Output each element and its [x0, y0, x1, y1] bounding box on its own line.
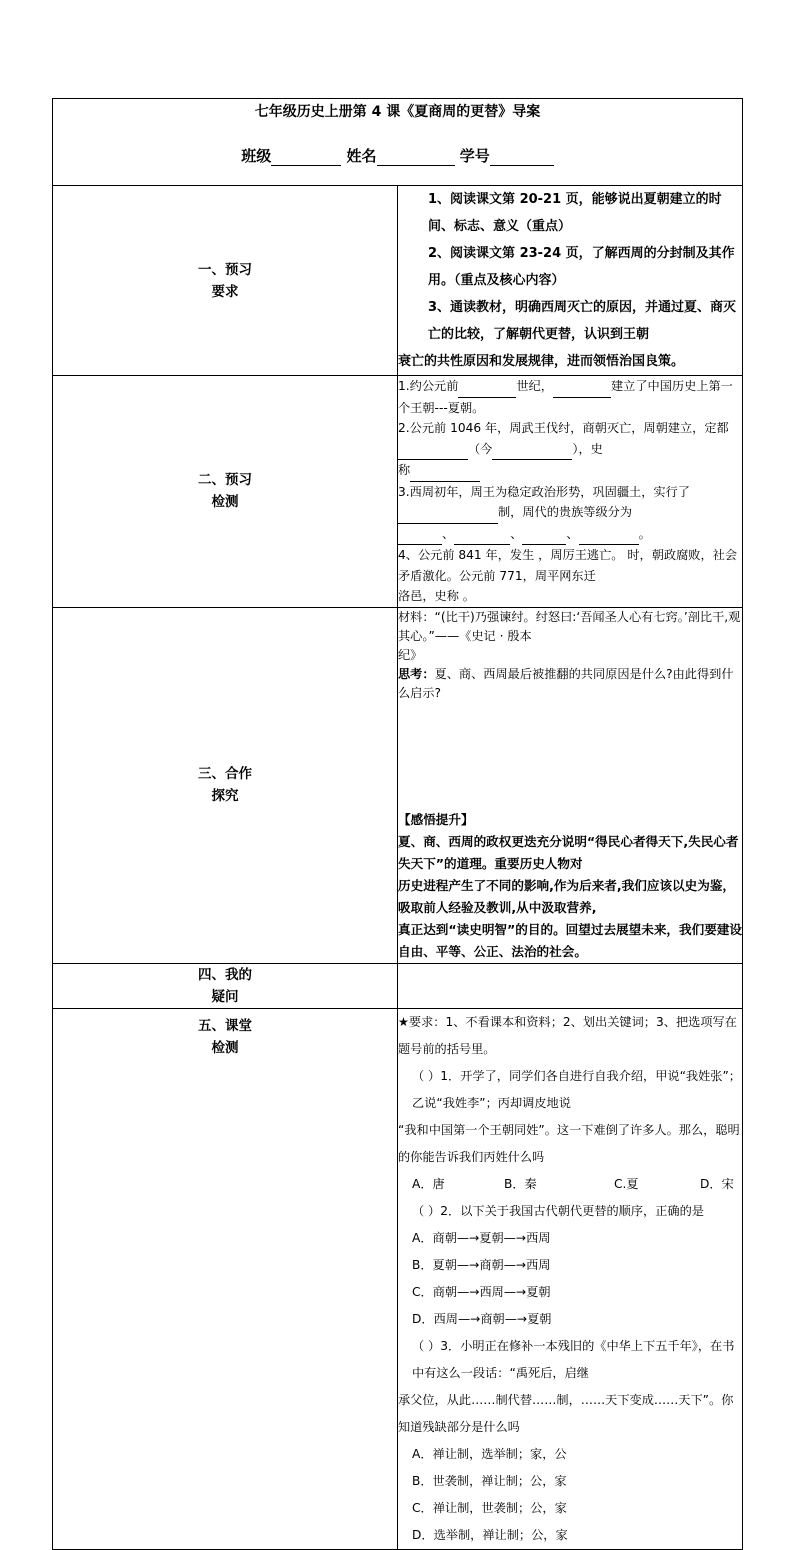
option[interactable]: B．秦	[504, 1176, 537, 1191]
section-label-line: 二、预习	[198, 472, 252, 489]
section-label-class-check	[53, 1008, 398, 1549]
preview-requirements-content	[398, 186, 743, 376]
question-text: 。	[638, 526, 651, 541]
answer-blank[interactable]	[398, 502, 498, 524]
section-label-line: 四、我的	[198, 966, 252, 983]
option[interactable]: D．宋	[700, 1176, 734, 1191]
check-question-3: （ ）3．小明正在修补一本残旧的《中华上下五千年》，在书中有这么一段话：“禹死后，启继	[412, 1338, 735, 1380]
question-text: 称	[398, 463, 411, 477]
check-question-2-options	[398, 1279, 742, 1333]
preview-question-1	[398, 376, 742, 418]
answer-blank[interactable]	[454, 524, 510, 546]
answer-blank[interactable]	[522, 524, 566, 546]
question-text: ），史	[572, 441, 603, 456]
requirement-item: 2、阅读课文第 23-24 页，了解西周的分封制及其作用。（重点及核心内容）	[428, 246, 735, 288]
section-label-my-questions	[53, 963, 398, 1008]
think-question	[398, 665, 742, 703]
option[interactable]: C．禅让制，世袭制；公，家	[412, 1500, 567, 1515]
question-text: 、	[510, 526, 523, 541]
option[interactable]: B．夏朝—→商朝—→西周	[412, 1257, 551, 1272]
answer-blank[interactable]	[553, 376, 611, 398]
material-text: 材料：“(比干)乃强谏纣。纣怒曰:‘吾闻圣人心有七窍。’剖比干,观其心。”——《史记 · 殷本	[398, 609, 741, 643]
answer-blank[interactable]	[410, 460, 480, 482]
check-question-3-cont: 承父位，从此……制代替……制，……天下变成……天下”。你知道残缺部分是什么吗	[398, 1392, 734, 1434]
answer-blank[interactable]	[398, 524, 442, 546]
check-question-2-options	[398, 1225, 742, 1279]
option[interactable]: A．商朝—→夏朝—→西周	[412, 1230, 551, 1245]
check-question-1-cont: “我和中国第一个王朝同姓”。这一下难倒了许多人。那么，聪明的你能告诉我们丙姓什么吗	[398, 1122, 740, 1164]
preview-question-4	[398, 545, 742, 607]
section-label-line: 一、预习	[198, 261, 252, 278]
answer-blank[interactable]	[579, 524, 639, 546]
question-text: 4、公元前 841 年，发生 ，周厉王逃亡。 时，朝政腐败，社会矛盾激化。公元前 771，周平网东迁	[398, 548, 738, 583]
name-label: 姓名	[346, 147, 377, 165]
question-text: 、	[566, 526, 579, 541]
check-question-1: （ ）1．开学了，同学们各自进行自我介绍，甲说“我姓张”；乙说“我姓李”；丙却调皮地说	[412, 1068, 741, 1110]
section-label-preview-check	[53, 376, 398, 608]
question-text: 3.西周初年，周王为稳定政治形势，巩固疆土，实行了	[398, 484, 690, 499]
check-question-1-options	[398, 1171, 742, 1198]
section-label-line: 五、课堂	[198, 1017, 252, 1034]
option[interactable]: C.夏	[614, 1176, 639, 1191]
insight-title: 【感悟提升】	[398, 811, 474, 827]
number-blank[interactable]	[490, 147, 554, 166]
question-text: 制，周代的贵族等级分为	[498, 505, 633, 519]
requirement-item: 衰亡的共性原因和发展规律，进而领悟治国良策。	[398, 354, 685, 369]
my-questions-space[interactable]	[398, 963, 743, 1008]
section-label-preview-requirements	[53, 186, 398, 376]
think-text: 夏、商、西周最后被推翻的共同原因是什么?由此得到什么启示?	[398, 666, 734, 700]
class-blank[interactable]	[271, 147, 341, 166]
option[interactable]: A．唐	[412, 1176, 445, 1191]
question-text: 建立了中国历史上第一个王朝---夏朝。	[398, 379, 733, 415]
answer-space[interactable]	[398, 703, 742, 809]
preview-question-2	[398, 418, 742, 482]
option[interactable]: C．商朝—→西周—→夏朝	[412, 1284, 551, 1299]
insight-text: 历史进程产生了不同的影响,作为后来者,我们应该以史为鉴，吸取前人经验及教训,从中汲取营养,	[398, 877, 736, 915]
option[interactable]: B．世袭制，禅让制；公，家	[412, 1473, 567, 1488]
section-label-cooperation	[53, 607, 398, 963]
think-label: 思考：	[398, 666, 435, 681]
guide-table	[52, 98, 743, 1550]
check-question-2: （ ）2．以下关于我国古代朝代更替的顺序，正确的是	[412, 1203, 704, 1218]
section-label-line: 探究	[211, 788, 239, 804]
option[interactable]: A．禅让制，选举制；家，公	[412, 1446, 567, 1461]
requirement-item: 3、通读教材，明确西周灭亡的原因，并通过夏、商灭亡的比较，了解朝代更替，认识到王朝	[428, 300, 737, 342]
name-blank[interactable]	[377, 147, 455, 166]
question-text: 洛邑，史称 。	[398, 589, 475, 603]
question-text: 、	[442, 526, 455, 541]
class-label: 班级	[241, 147, 272, 165]
check-question-3-options	[398, 1441, 742, 1495]
answer-blank[interactable]	[458, 376, 516, 398]
insight-text: 真正达到“读史明智”的目的。回望过去展望未来，我们要建设自由、平等、公正、法治的社会。	[398, 921, 742, 959]
section-label-line: 检测	[211, 494, 239, 511]
section-label-line: 疑问	[211, 988, 239, 1005]
option[interactable]: D．西周—→商朝—→夏朝	[412, 1311, 552, 1326]
section-label-line: 三、合作	[198, 766, 252, 782]
section-label-line: 检测	[211, 1039, 239, 1056]
answer-blank[interactable]	[492, 439, 572, 461]
check-requirement: ★要求：1、不看课本和资料；2、划出关键词；3、把选项写在题号前的括号里。	[398, 1014, 737, 1056]
header-cell	[53, 99, 743, 186]
check-question-3-options	[398, 1495, 742, 1549]
student-info-line	[53, 145, 742, 166]
class-check-content	[398, 1008, 743, 1549]
number-label: 学号	[459, 147, 490, 165]
insight-text: 夏、商、西周的政权更迭充分说明“得民心者得天下,失民心者失天下”的道理。重要历史人物对	[398, 833, 739, 871]
option[interactable]: D．选举制，禅让制；公，家	[412, 1527, 568, 1542]
question-text: 2.公元前 1046 年，周武王伐纣，商朝灭亡，周朝建立，定都	[398, 421, 729, 435]
preview-check-content	[398, 376, 743, 608]
answer-blank[interactable]	[398, 439, 468, 461]
preview-question-3	[398, 482, 742, 546]
material-text: 纪》	[398, 647, 423, 662]
question-text: 1.约公元前	[398, 379, 459, 393]
question-text: （今	[468, 441, 493, 456]
requirement-item: 1、阅读课文第 20-21 页，能够说出夏朝建立的时间、标志、意义（重点）	[428, 192, 722, 234]
cooperation-content	[398, 607, 743, 963]
question-text: 世纪，	[516, 379, 553, 393]
page-title: 七年级历史上册第 4 课《夏商周的更替》导案	[254, 104, 541, 120]
section-label-line: 要求	[211, 283, 239, 300]
